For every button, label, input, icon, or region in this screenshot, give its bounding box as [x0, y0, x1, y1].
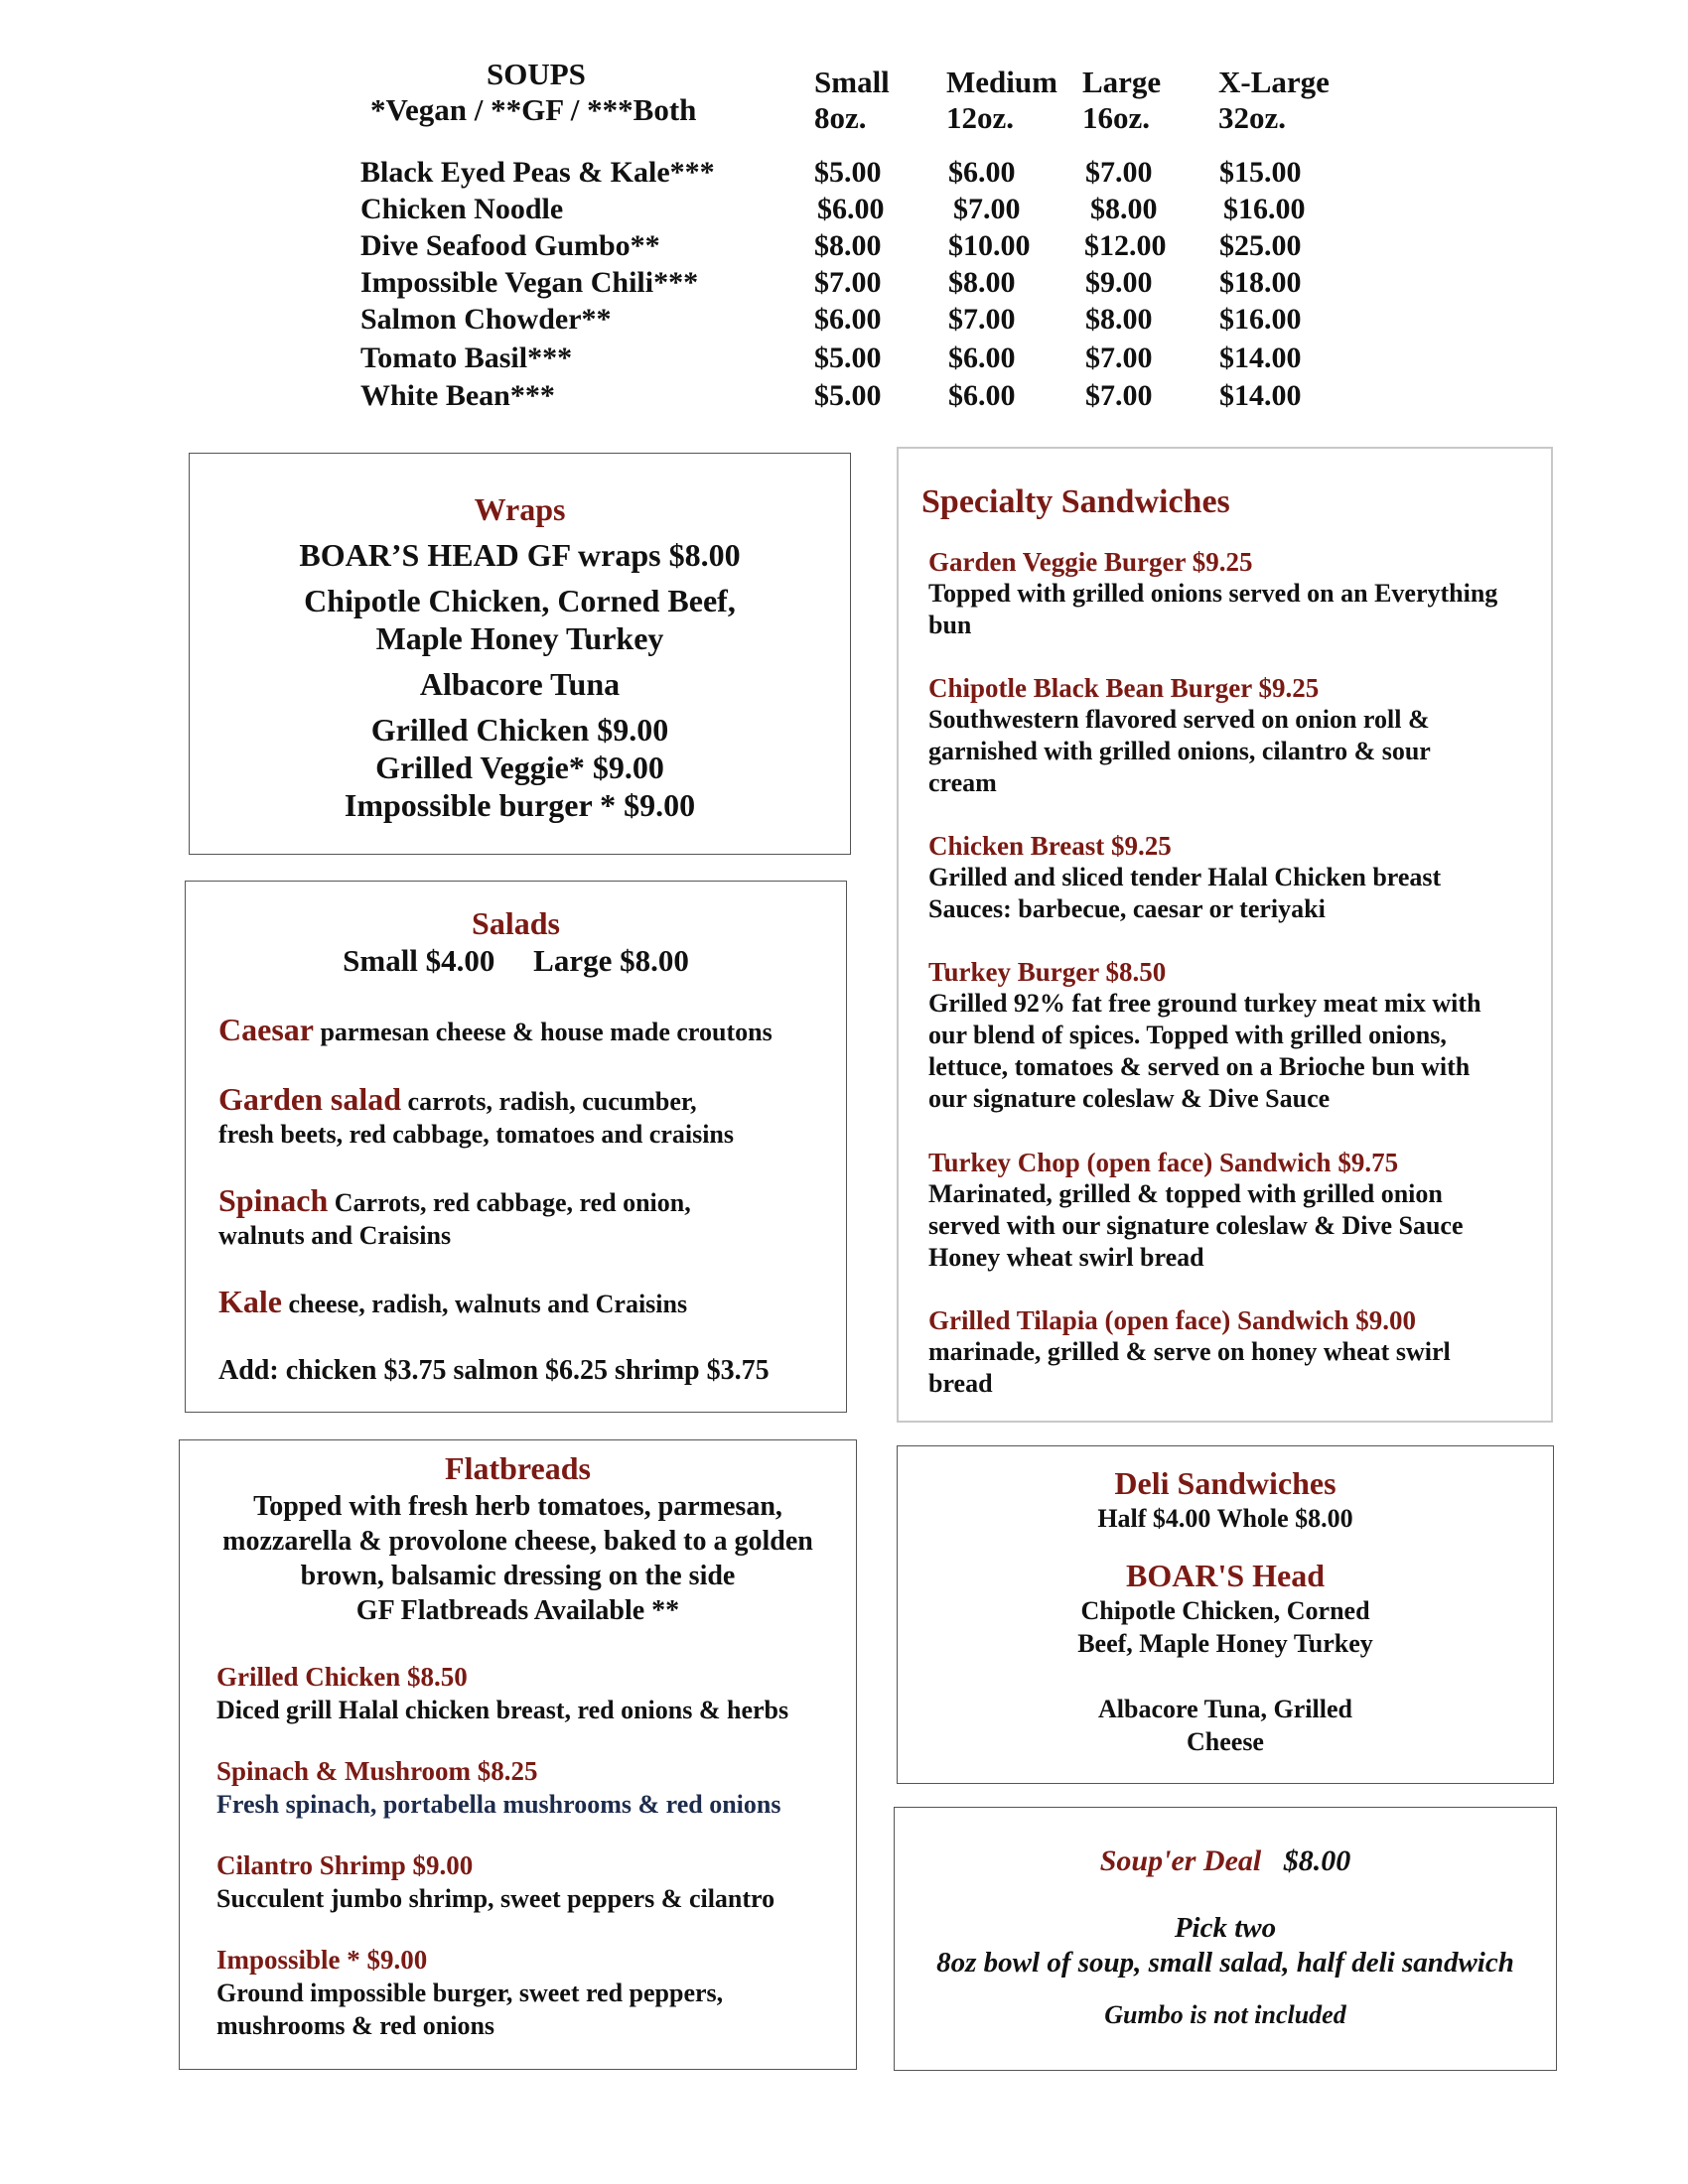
flatbread-item [216, 1849, 872, 1915]
flatbread-item [216, 1944, 872, 2042]
flatbreads-intro-line: mozzarella & provolone cheese, baked to a golden [222, 1526, 813, 1557]
soup-row [0, 193, 1688, 229]
flatbreads-intro-line: brown, balsamic dressing on the side [300, 1561, 736, 1591]
size-medium-oz: 12oz. [946, 100, 1015, 135]
specialty-item [928, 956, 1544, 1115]
size-xlarge-oz: 32oz. [1218, 100, 1287, 135]
flatbread-item [216, 1661, 872, 1726]
flatbread-desc: mushrooms & red onions [216, 2011, 495, 2040]
souper-deal-price: $8.00 [1283, 1844, 1351, 1877]
soup-name: Salmon Chowder** [360, 303, 612, 336]
souper-deal-content [894, 1843, 1557, 2031]
soup-price-xlarge: $25.00 [1219, 229, 1302, 262]
soup-price-large: $7.00 [1085, 156, 1153, 189]
specialty-item-desc: bun [928, 611, 972, 639]
deli-title: Deli Sandwiches [1114, 1465, 1336, 1501]
size-medium-name: Medium [946, 65, 1057, 99]
specialty-item-desc: Marinated, grilled & topped with grilled onion [928, 1179, 1443, 1208]
soup-price-small: $5.00 [814, 379, 882, 412]
soup-row [0, 156, 1688, 193]
specialty-item-title: Chicken Breast $9.25 [928, 831, 1172, 861]
salads-small-price: Small $4.00 [343, 943, 495, 978]
soup-price-small: $5.00 [814, 341, 882, 374]
deli-content [897, 1464, 1554, 1758]
soup-price-small: $6.00 [814, 303, 882, 336]
flatbread-title: Impossible * $9.00 [216, 1945, 428, 1975]
flatbread-title: Grilled Chicken $8.50 [216, 1662, 468, 1692]
soup-price-large: $7.00 [1085, 341, 1153, 374]
soup-row [0, 303, 1688, 340]
souper-deal-title: Soup'er Deal [1099, 1844, 1262, 1877]
deli-line: Beef, Maple Honey Turkey [1077, 1629, 1373, 1658]
soup-price-xlarge: $14.00 [1219, 379, 1302, 412]
flatbread-item [216, 1755, 872, 1821]
soup-name: Impossible Vegan Chili*** [360, 266, 699, 299]
flatbreads-intro-line: Topped with fresh herb tomatoes, parmesan, [253, 1491, 782, 1522]
salad-name: Spinach [218, 1182, 329, 1218]
specialty-item-desc: Topped with grilled onions served on an Everything [928, 579, 1498, 608]
soup-price-large: $9.00 [1085, 266, 1153, 299]
size-xlarge-name: X-Large [1218, 65, 1330, 99]
soups-title: SOUPS [487, 57, 586, 91]
soup-row [0, 341, 1688, 378]
salads-large-price: Large $8.00 [533, 943, 689, 978]
deli-line: Cheese [1187, 1727, 1264, 1756]
size-large-oz: 16oz. [1082, 100, 1151, 135]
soup-price-medium: $7.00 [953, 193, 1021, 225]
specialty-item-desc: Honey wheat swirl bread [928, 1243, 1204, 1272]
soup-price-medium: $10.00 [948, 229, 1031, 262]
wraps-line: BOAR’S HEAD GF wraps $8.00 [299, 537, 741, 573]
wraps-line: Chipotle Chicken, Corned Beef, [304, 583, 736, 618]
size-small-oz: 8oz. [814, 100, 867, 135]
specialty-title: Specialty Sandwiches [921, 483, 1230, 520]
souper-deal-pick: Pick two [1174, 1912, 1277, 1944]
soup-price-large: $8.00 [1085, 303, 1153, 336]
wraps-line: Grilled Chicken $9.00 [370, 712, 669, 748]
soup-name: Chicken Noodle [360, 193, 564, 225]
deli-brand: BOAR'S Head [1125, 1558, 1326, 1593]
specialty-item-desc: bread [928, 1369, 993, 1398]
soup-price-medium: $6.00 [948, 341, 1016, 374]
soup-row [0, 266, 1688, 303]
size-small-name: Small [814, 65, 890, 99]
specialty-item-desc: Southwestern flavored served on onion roll & [928, 705, 1430, 734]
specialty-item-desc: Grilled and sliced tender Halal Chicken breast [928, 863, 1442, 891]
soup-row [0, 229, 1688, 266]
soup-name: Black Eyed Peas & Kale*** [360, 156, 715, 189]
specialty-item [928, 1147, 1544, 1274]
specialty-item-desc: marinade, grilled & serve on honey wheat swirl [928, 1337, 1451, 1366]
soup-price-large: $12.00 [1084, 229, 1167, 262]
soup-name: Tomato Basil*** [360, 341, 573, 374]
specialty-item [928, 1304, 1544, 1400]
salads-title: Salads [472, 905, 560, 941]
specialty-item-desc: cream [928, 768, 997, 797]
salad-desc: cheese, radish, walnuts and Craisins [288, 1290, 688, 1318]
soup-name: Dive Seafood Gumbo** [360, 229, 660, 262]
flatbread-title: Spinach & Mushroom $8.25 [216, 1756, 538, 1786]
soup-price-small: $8.00 [814, 229, 882, 262]
salad-desc-cont: fresh beets, red cabbage, tomatoes and craisins [218, 1120, 735, 1149]
flatbread-desc: Ground impossible burger, sweet red peppers, [216, 1979, 724, 2007]
deli-prices: Half $4.00 Whole $8.00 [1097, 1504, 1353, 1533]
deli-line: Albacore Tuna, Grilled [1098, 1695, 1352, 1723]
wraps-line: Maple Honey Turkey [375, 620, 664, 656]
soup-price-medium: $8.00 [948, 266, 1016, 299]
soup-price-small: $7.00 [814, 266, 882, 299]
wraps-line: Grilled Veggie* $9.00 [375, 750, 664, 785]
specialty-item-desc: lettuce, tomatoes & served on a Brioche bun with [928, 1052, 1471, 1081]
soup-price-medium: $7.00 [948, 303, 1016, 336]
soup-price-xlarge: $15.00 [1219, 156, 1302, 189]
flatbread-desc: Succulent jumbo shrimp, sweet peppers & cilantro [216, 1884, 775, 1913]
specialty-item-desc: our blend of spices. Topped with grilled onions, [928, 1021, 1447, 1049]
salads-add-ons: Add: chicken $3.75 salmon $6.25 shrimp $3.75 [218, 1355, 770, 1386]
specialty-item-title: Turkey Chop (open face) Sandwich $9.75 [928, 1148, 1399, 1177]
salad-desc: carrots, radish, cucumber, [407, 1087, 697, 1116]
specialty-item-desc: our signature coleslaw & Dive Sauce [928, 1084, 1331, 1113]
salad-item [218, 1014, 854, 1048]
specialty-item [928, 830, 1544, 925]
souper-deal-note: Gumbo is not included [1104, 2000, 1346, 2029]
salad-desc-cont: walnuts and Craisins [218, 1221, 452, 1250]
specialty-item-title: Chipotle Black Bean Burger $9.25 [928, 673, 1320, 703]
specialty-item-desc: garnished with grilled onions, cilantro & sour [928, 737, 1431, 765]
soup-price-medium: $6.00 [948, 379, 1016, 412]
salad-item [218, 1184, 854, 1252]
wraps-line: Impossible burger * $9.00 [344, 787, 696, 823]
salad-name: Caesar [218, 1012, 314, 1047]
soup-price-large: $8.00 [1090, 193, 1158, 225]
salad-name: Kale [218, 1284, 282, 1319]
specialty-item [928, 546, 1544, 641]
salad-item [218, 1083, 854, 1151]
soup-name: White Bean*** [360, 379, 555, 412]
soups-legend: *Vegan / **GF / ***Both [370, 92, 697, 127]
soup-price-medium: $6.00 [948, 156, 1016, 189]
specialty-item-desc: Grilled 92% fat free ground turkey meat mix with [928, 989, 1481, 1018]
soup-price-xlarge: $14.00 [1219, 341, 1302, 374]
soup-price-xlarge: $18.00 [1219, 266, 1302, 299]
salads-sizes [185, 943, 847, 979]
salad-item [218, 1286, 854, 1320]
specialty-item-title: Garden Veggie Burger $9.25 [928, 547, 1253, 577]
salad-name: Garden salad [218, 1081, 402, 1117]
flatbreads-intro [179, 1489, 857, 1628]
specialty-item [928, 672, 1544, 799]
specialty-item-title: Turkey Burger $8.50 [928, 957, 1167, 987]
flatbread-desc: Diced grill Halal chicken breast, red onions & herbs [216, 1696, 789, 1724]
wraps-title: Wraps [474, 491, 566, 527]
soup-row [0, 379, 1688, 416]
soup-price-xlarge: $16.00 [1223, 193, 1306, 225]
specialty-item-title: Grilled Tilapia (open face) Sandwich $9.00 [928, 1305, 1417, 1335]
wraps-box [189, 453, 851, 855]
souper-deal-options: 8oz bowl of soup, small salad, half deli sandwich [936, 1947, 1514, 1979]
souper-deal-heading [894, 1843, 1557, 1879]
wraps-line: Albacore Tuna [419, 666, 621, 702]
deli-line: Chipotle Chicken, Corned [1080, 1596, 1370, 1625]
specialty-item-desc: Sauces: barbecue, caesar or teriyaki [928, 894, 1326, 923]
salad-desc: Carrots, red cabbage, red onion, [334, 1188, 691, 1217]
flatbread-title: Cilantro Shrimp $9.00 [216, 1850, 474, 1880]
flatbreads-intro-line: GF Flatbreads Available ** [355, 1595, 680, 1626]
size-large-name: Large [1082, 65, 1162, 99]
specialty-item-desc: served with our signature coleslaw & Dive Sauce [928, 1211, 1464, 1240]
soup-price-large: $7.00 [1085, 379, 1153, 412]
soup-price-small: $5.00 [814, 156, 882, 189]
soup-price-xlarge: $16.00 [1219, 303, 1302, 336]
flatbread-desc: Fresh spinach, portabella mushrooms & red onions [216, 1790, 781, 1819]
flatbreads-title: Flatbreads [445, 1450, 591, 1486]
soup-price-small: $6.00 [817, 193, 885, 225]
salad-desc: parmesan cheese & house made croutons [320, 1018, 773, 1046]
